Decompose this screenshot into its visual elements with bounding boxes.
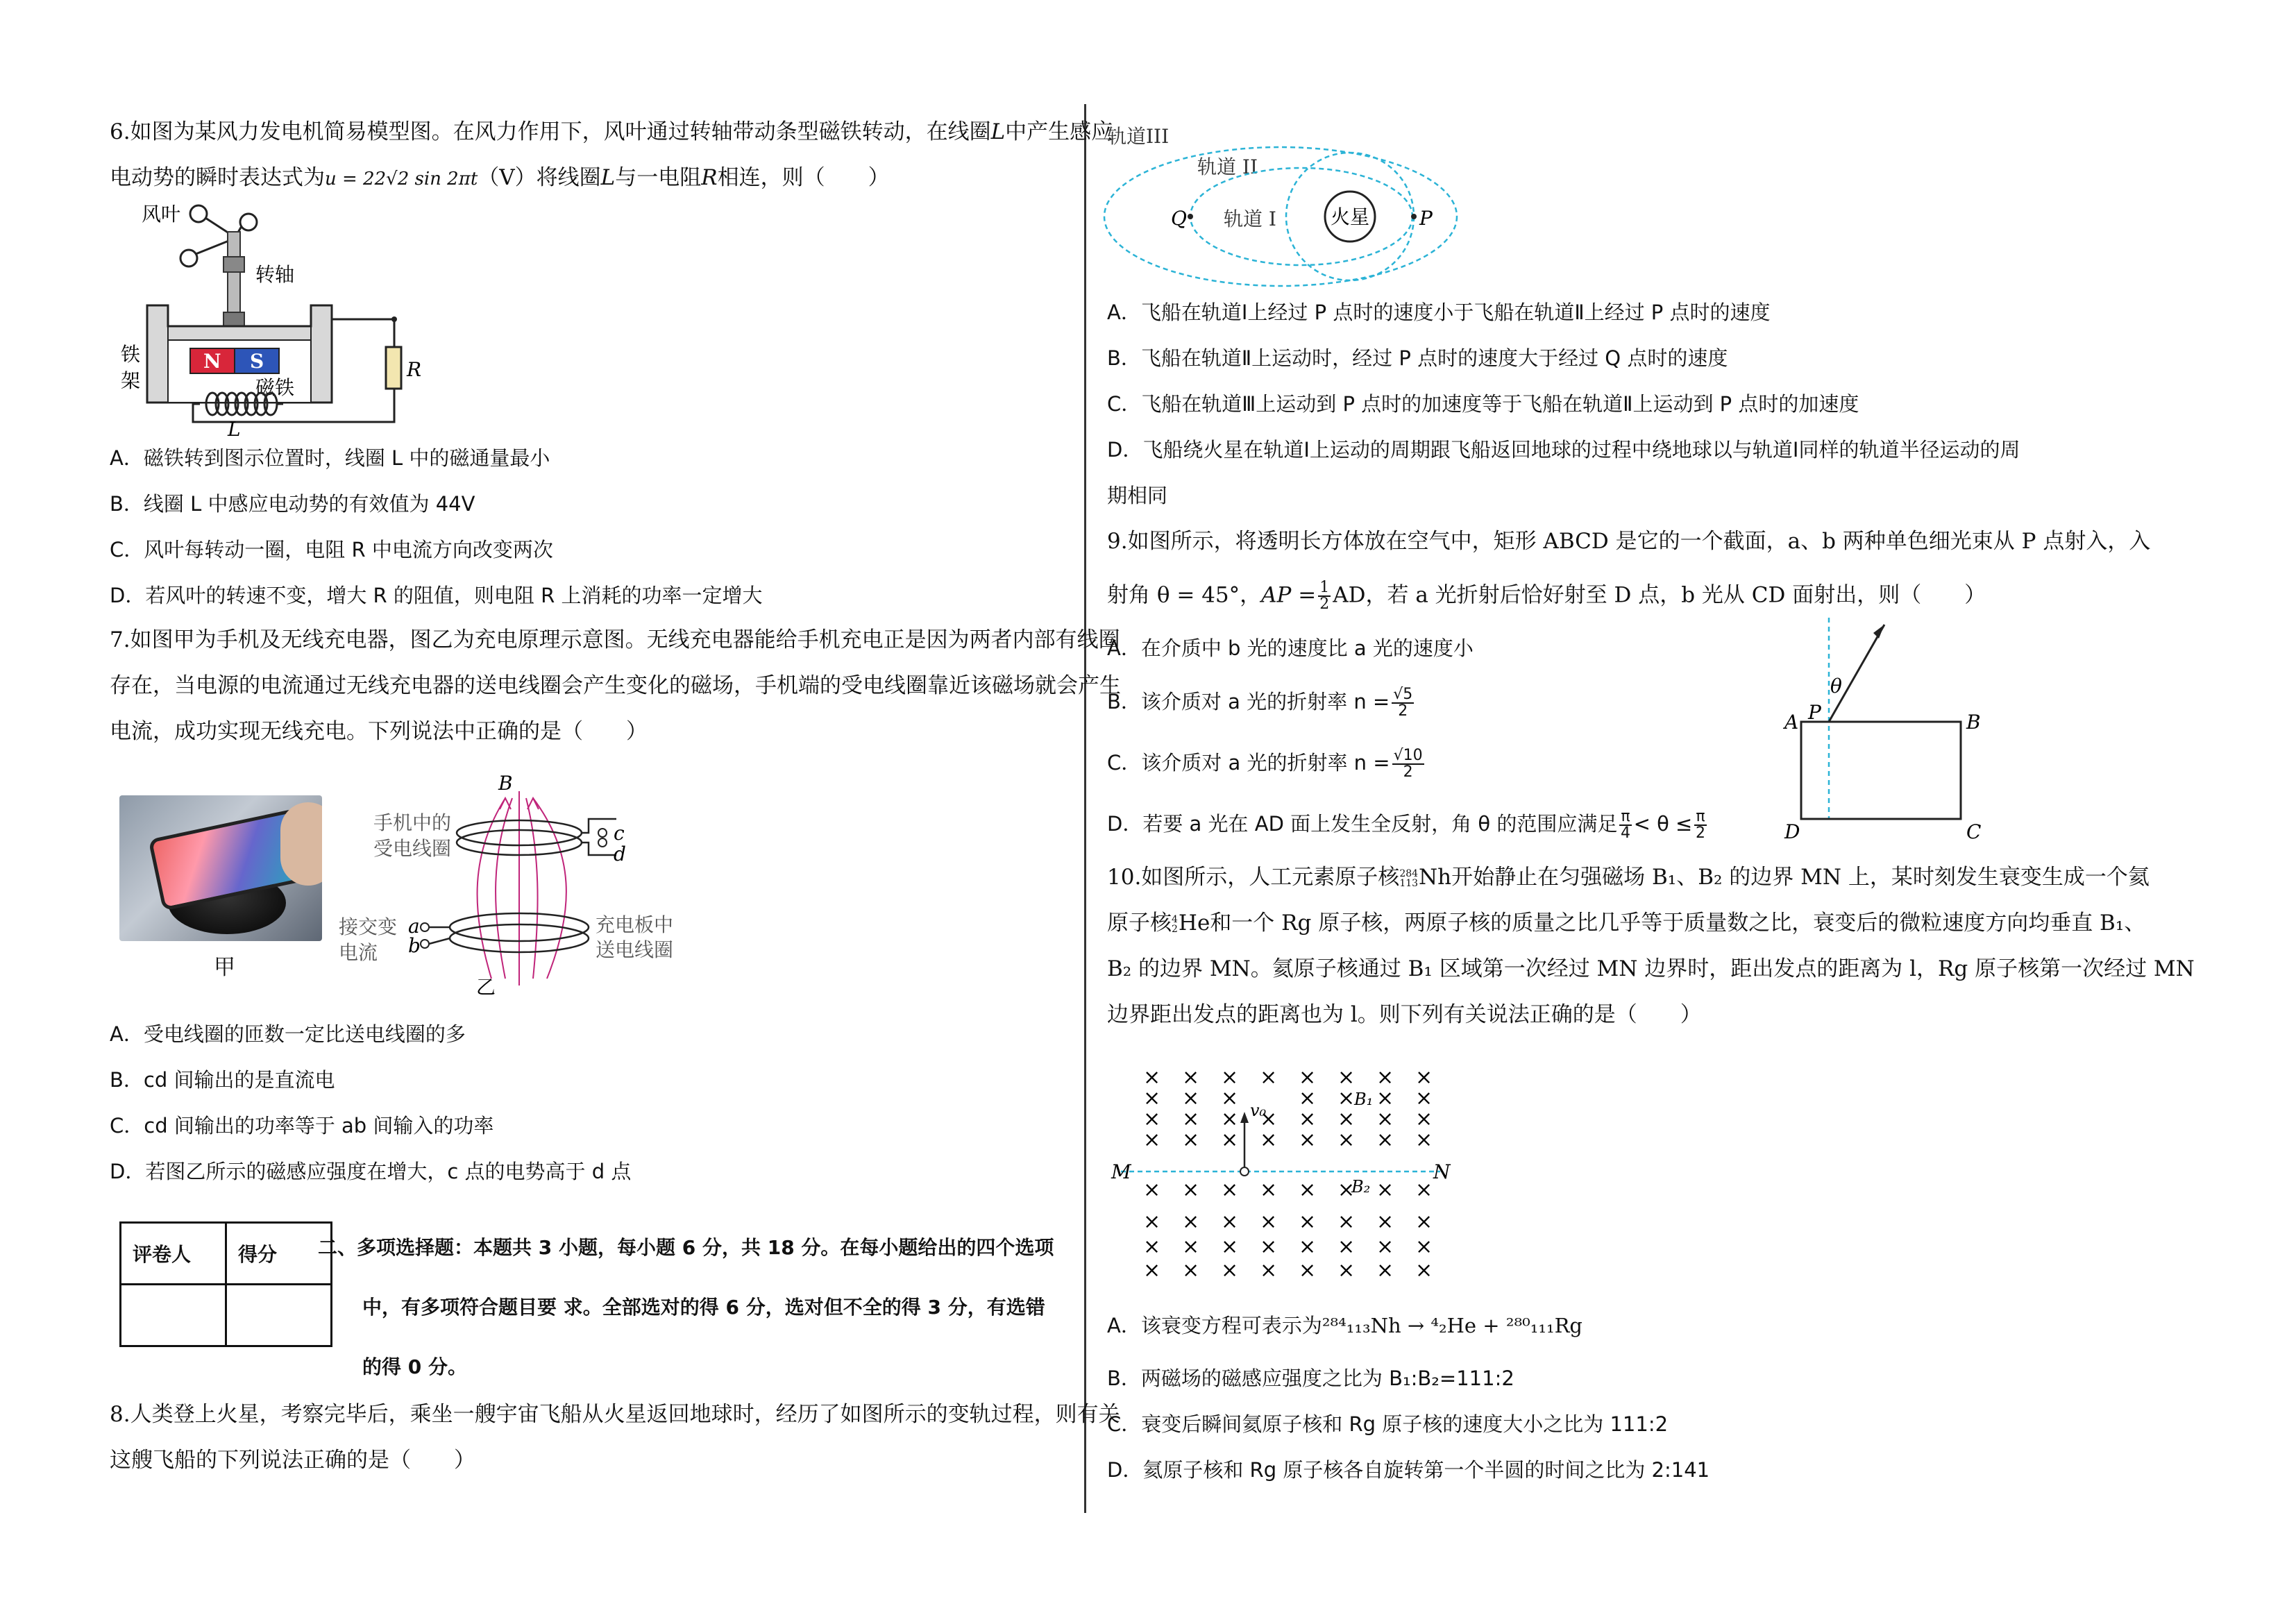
- q6-stem-line1: 6.如图为某风力发电机简易模型图。在风力作用下，风叶通过转轴带动条型磁铁转动，在线圈L中产生感应: [110, 119, 1113, 144]
- svg-text:充电板中: 充电板中: [596, 913, 674, 936]
- field-cross: ×: [1376, 1086, 1394, 1110]
- svg-text:N: N: [203, 350, 221, 373]
- column-divider: [1084, 104, 1086, 1513]
- svg-text:轨道 II: 轨道 II: [1197, 155, 1258, 178]
- field-cross: ×: [1260, 1107, 1278, 1131]
- field-cross: ×: [1221, 1086, 1239, 1110]
- field-cross: ×: [1182, 1128, 1200, 1152]
- field-cross: ×: [1415, 1235, 1433, 1259]
- field-cross: ×: [1337, 1178, 1356, 1202]
- q10-stem-line4: 边界距出发点的距离也为 l。则下列有关说法正确的是（ ）: [1107, 1002, 1702, 1027]
- field-cross: ×: [1143, 1065, 1161, 1090]
- svg-text:M: M: [1111, 1160, 1131, 1183]
- field-cross: ×: [1221, 1258, 1239, 1283]
- svg-text:R: R: [407, 358, 422, 381]
- q9-stem-line1: 9.如图所示，将透明长方体放在空气中，矩形 ABCD 是它的一个截面，a、b 两种单色细光束从 P 点射入，入: [1107, 529, 2151, 554]
- field-cross: ×: [1221, 1065, 1239, 1090]
- magnetic-field-diagram: [1107, 1065, 1468, 1298]
- field-cross: ×: [1376, 1107, 1394, 1131]
- svg-text:v₀: v₀: [1250, 1101, 1267, 1120]
- q8-stem-line2: 这艘飞船的下列说法正确的是（ ）: [110, 1448, 475, 1473]
- q9-option-d[interactable]: D．若要 a 光在 AD 面上发生全反射，角 θ 的范围应满足 $\frac{\pi}{4}$ < θ ≤ $\frac{\pi}{2}$: [1107, 808, 1705, 842]
- orbit-diagram: [1107, 118, 1433, 298]
- score-header: 得分: [226, 1223, 332, 1285]
- field-cross: ×: [1299, 1235, 1317, 1259]
- field-cross: ×: [1337, 1235, 1356, 1259]
- field-cross: ×: [1221, 1178, 1239, 1202]
- svg-text:a: a: [408, 915, 420, 938]
- field-cross: ×: [1182, 1065, 1200, 1090]
- q6-option-a[interactable]: A．磁铁转到图示位置时，线圈 L 中的磁通量最小: [110, 446, 550, 470]
- field-cross: ×: [1143, 1210, 1161, 1234]
- grader-header: 评卷人: [121, 1223, 226, 1285]
- svg-text:P: P: [1808, 701, 1821, 724]
- field-cross: ×: [1143, 1258, 1161, 1283]
- svg-text:火星: 火星: [1331, 205, 1370, 228]
- svg-text:θ: θ: [1830, 675, 1842, 697]
- field-cross: ×: [1299, 1065, 1317, 1090]
- prism-diagram: [1725, 618, 1982, 847]
- svg-text:c: c: [614, 822, 625, 845]
- q7-option-a[interactable]: A．受电线圈的匝数一定比送电线圈的多: [110, 1022, 466, 1046]
- q6-option-b[interactable]: B．线圈 L 中感应电动势的有效值为 44V: [110, 492, 475, 516]
- field-cross: ×: [1143, 1128, 1161, 1152]
- svg-text:接交变: 接交变: [339, 915, 398, 938]
- q10-stem-line1: 10.如图所示，人工元素原子核 284 113 Nh开始静止在匀强磁场 B₁、B₂ 的边界 MN 上，某时刻发生衰变生成一个氦: [1107, 865, 2150, 890]
- field-cross: ×: [1182, 1178, 1200, 1202]
- field-cross: ×: [1337, 1128, 1356, 1152]
- field-cross: ×: [1415, 1258, 1433, 1283]
- field-cross: ×: [1415, 1128, 1433, 1152]
- field-cross: ×: [1182, 1210, 1200, 1234]
- field-cross: ×: [1376, 1128, 1394, 1152]
- svg-text:磁铁: 磁铁: [255, 376, 295, 399]
- svg-text:架: 架: [121, 369, 141, 392]
- field-cross: ×: [1376, 1065, 1394, 1090]
- svg-text:d: d: [614, 843, 626, 865]
- q10-stem-line2: 原子核 4 2 He和一个 Rg 原子核，两原子核的质量之比几乎等于质量数之比，衰变后的微粒速度方向均垂直 B₁、: [1107, 911, 2146, 936]
- svg-text:A: A: [1784, 711, 1799, 734]
- field-cross: ×: [1337, 1258, 1356, 1283]
- field-cross: ×: [1299, 1210, 1317, 1234]
- svg-text:B: B: [498, 772, 513, 795]
- field-cross: ×: [1376, 1235, 1394, 1259]
- q8-option-b[interactable]: B．飞船在轨道Ⅱ上运动时，经过 P 点时的速度大于经过 Q 点时的速度: [1107, 346, 1728, 370]
- q9-option-a[interactable]: A．在介质中 b 光的速度比 a 光的速度小: [1107, 636, 1474, 660]
- section2-line1: 二、多项选择题：本题共 3 小题，每小题 6 分，共 18 分。在每小题给出的四个选项: [318, 1236, 1054, 1259]
- field-cross: ×: [1337, 1210, 1356, 1234]
- field-cross: ×: [1143, 1086, 1161, 1110]
- q7-stem-line1: 7.如图甲为手机及无线充电器，图乙为充电原理示意图。无线充电器能给手机充电正是因为两者内部有线圈: [110, 627, 1120, 652]
- field-cross: ×: [1260, 1210, 1278, 1234]
- q7-option-d[interactable]: D．若图乙所示的磁感应强度在增大，c 点的电势高于 d 点: [110, 1160, 632, 1183]
- svg-text:乙: 乙: [476, 976, 496, 999]
- field-cross: ×: [1337, 1107, 1356, 1131]
- q6-option-c[interactable]: C．风叶每转动一圈，电阻 R 中电流方向改变两次: [110, 538, 553, 561]
- q9-option-c[interactable]: C．该介质对 a 光的折射率 n = $\frac{√10}{2}$: [1107, 747, 1423, 781]
- field-cross: ×: [1221, 1210, 1239, 1234]
- field-cross: ×: [1299, 1178, 1317, 1202]
- field-cross: ×: [1376, 1258, 1394, 1283]
- q8-option-d[interactable]: D．飞船绕火星在轨道Ⅰ上运动的周期跟飞船返回地球的过程中绕地球以与轨道Ⅰ同样的轨道半径运动的周: [1107, 438, 2020, 462]
- score-cell[interactable]: [226, 1285, 332, 1346]
- section2-line2: 中，有多项符合题目要 求。全部选对的得 6 分，选对但不全的得 3 分，有选错: [362, 1296, 1045, 1319]
- grader-cell[interactable]: [121, 1285, 226, 1346]
- q7-option-b[interactable]: B．cd 间输出的是直流电: [110, 1068, 335, 1092]
- svg-text:L: L: [228, 418, 241, 441]
- field-cross: ×: [1337, 1065, 1356, 1090]
- q7-option-c[interactable]: C．cd 间输出的功率等于 ab 间输入的功率: [110, 1114, 494, 1137]
- field-cross: ×: [1182, 1235, 1200, 1259]
- svg-text:手机中的: 手机中的: [373, 811, 452, 834]
- field-cross: ×: [1143, 1178, 1161, 1202]
- svg-text:B₂: B₂: [1351, 1177, 1371, 1196]
- svg-text:P: P: [1419, 207, 1433, 230]
- field-cross: ×: [1221, 1128, 1239, 1152]
- svg-text:N: N: [1433, 1160, 1451, 1183]
- charging-principle-diagram: [339, 770, 797, 999]
- svg-text:Q: Q: [1171, 207, 1187, 230]
- svg-text:电流: 电流: [339, 941, 378, 964]
- field-cross: ×: [1221, 1107, 1239, 1131]
- q8-option-c[interactable]: C．飞船在轨道Ⅲ上运动到 P 点时的加速度等于飞船在轨道Ⅱ上运动到 P 点时的加速度: [1107, 392, 1859, 416]
- svg-text:B₁: B₁: [1354, 1090, 1374, 1109]
- field-cross: ×: [1415, 1210, 1433, 1234]
- field-cross: ×: [1260, 1128, 1278, 1152]
- field-cross: ×: [1376, 1210, 1394, 1234]
- q6-option-d[interactable]: D．若风叶的转速不变，增大 R 的阻值，则电阻 R 上消耗的功率一定增大: [110, 584, 763, 607]
- svg-text:D: D: [1784, 820, 1800, 843]
- field-cross: ×: [1415, 1107, 1433, 1131]
- field-cross: ×: [1182, 1107, 1200, 1131]
- field-cross: ×: [1337, 1086, 1356, 1110]
- q10-option-a[interactable]: A．该衰变方程可表示为²⁸⁴₁₁₃Nh → ⁴₂He + ²⁸⁰₁₁₁Rg: [1107, 1314, 1582, 1337]
- svg-text:转轴: 转轴: [255, 263, 295, 286]
- field-cross: ×: [1299, 1258, 1317, 1283]
- svg-text:轨道 I: 轨道 I: [1224, 208, 1276, 230]
- field-cross: ×: [1415, 1086, 1433, 1110]
- q7-stem-line2: 存在，当电源的电流通过无线充电器的送电线圈会产生变化的磁场，手机端的受电线圈靠近该磁场就会产生: [110, 673, 1121, 698]
- q8-stem-line1: 8.人类登上火星，考察完毕后，乘坐一艘宇宙飞船从火星返回地球时，经历了如图所示的变轨过程，则有关: [110, 1402, 1120, 1427]
- q10-option-d[interactable]: D．氦原子核和 Rg 原子核各自旋转第一个半圆的时间之比为 2:141: [1107, 1458, 1710, 1482]
- q6-stem-line2: 电动势的瞬时表达式为u = 22√2 sin 2πt（V）将线圈L与一电阻R相连，则（ ）: [110, 165, 890, 190]
- q10-stem-line3: B₂ 的边界 MN。氦原子核通过 B₁ 区域第一次经过 MN 边界时，距出发点的距离为 l，Rg 原子核第一次经过 MN: [1107, 956, 2195, 981]
- q8-option-a[interactable]: A．飞船在轨道Ⅰ上经过 P 点时的速度小于飞船在轨道Ⅱ上经过 P 点时的速度: [1107, 301, 1771, 324]
- svg-text:铁: 铁: [121, 343, 141, 366]
- wireless-charger-photo: [119, 795, 322, 941]
- field-cross: ×: [1182, 1258, 1200, 1283]
- svg-text:B: B: [1966, 711, 1981, 734]
- svg-text:轨道III: 轨道III: [1107, 125, 1170, 148]
- q8-option-d-cont: 期相同: [1107, 484, 1168, 507]
- score-table: [119, 1221, 332, 1347]
- q7-stem-line3: 电流，成功实现无线充电。下列说法中正确的是（ ）: [110, 719, 648, 744]
- field-cross: ×: [1299, 1086, 1317, 1110]
- svg-text:S: S: [250, 350, 264, 373]
- q9-stem-line2: 射角 θ = 45°，AP = $\frac{1}{2}$ AD，若 a 光折射后恰好射至 D 点，b 光从 CD 面射出，则（ ）: [1107, 579, 1986, 613]
- field-cross: ×: [1260, 1258, 1278, 1283]
- field-cross: ×: [1415, 1065, 1433, 1090]
- q10-option-b[interactable]: B．两磁场的磁感应强度之比为 B₁:B₂=111:2: [1107, 1367, 1514, 1390]
- q9-option-b[interactable]: B．该介质对 a 光的折射率 n = $\frac{√5}{2}$: [1107, 686, 1413, 720]
- field-cross: ×: [1182, 1086, 1200, 1110]
- field-cross: ×: [1143, 1107, 1161, 1131]
- section2-line3: 的得 0 分。: [362, 1355, 467, 1378]
- svg-text:C: C: [1966, 820, 1982, 843]
- svg-text:受电线圈: 受电线圈: [373, 837, 452, 860]
- field-cross: ×: [1299, 1128, 1317, 1152]
- generator-diagram: [117, 201, 505, 441]
- svg-text:送电线圈: 送电线圈: [596, 938, 674, 961]
- svg-text:b: b: [408, 934, 421, 957]
- field-cross: ×: [1260, 1065, 1278, 1090]
- field-cross: ×: [1260, 1178, 1278, 1202]
- field-cross: ×: [1376, 1178, 1394, 1202]
- field-cross: ×: [1299, 1107, 1317, 1131]
- q10-option-c[interactable]: C．衰变后瞬间氦原子核和 Rg 原子核的速度大小之比为 111:2: [1107, 1412, 1669, 1436]
- field-cross: ×: [1143, 1235, 1161, 1259]
- field-cross: ×: [1415, 1178, 1433, 1202]
- fig-jia-caption: 甲: [214, 955, 235, 980]
- blade-label: 风叶: [142, 203, 181, 226]
- field-cross: ×: [1260, 1235, 1278, 1259]
- field-cross: ×: [1221, 1235, 1239, 1259]
